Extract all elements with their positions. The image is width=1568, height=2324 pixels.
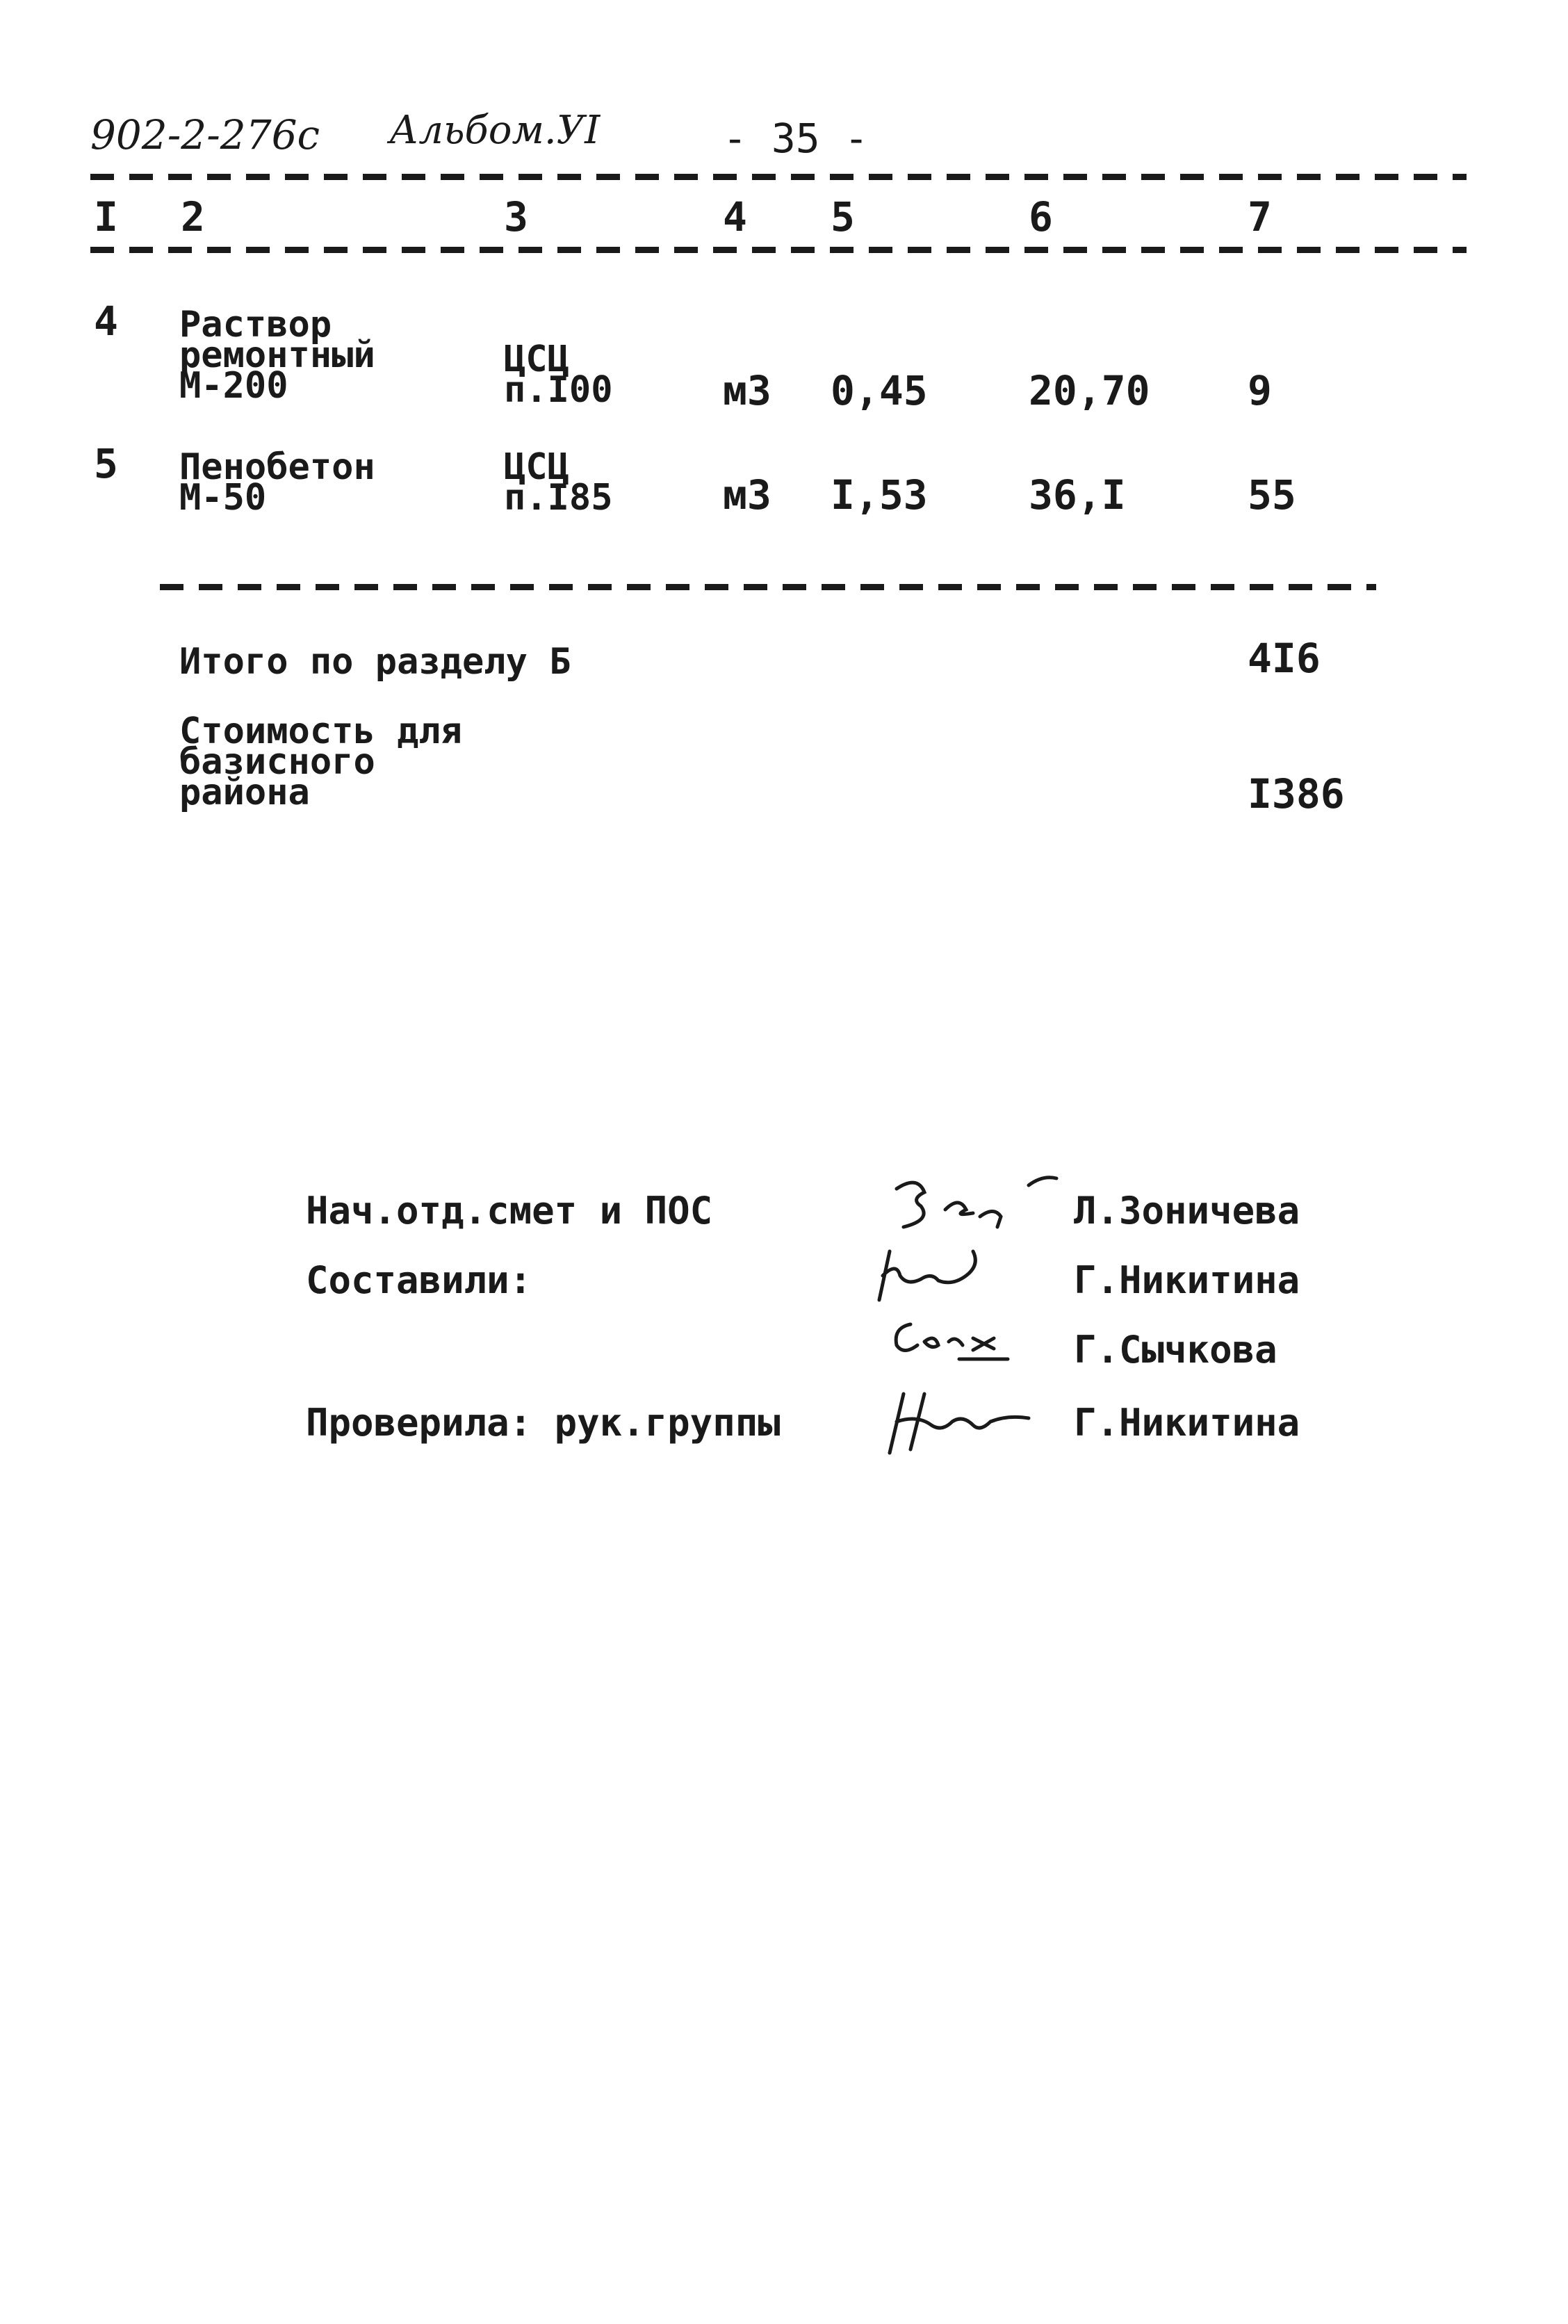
handwritten-signature-1 <box>883 1168 1070 1237</box>
handwritten-signature-2 <box>869 1237 1022 1307</box>
row-4-price: 20,70 <box>1029 367 1150 414</box>
signature-name-head: Л.Зоничева <box>1074 1189 1300 1233</box>
row-5-number: 5 <box>94 440 118 487</box>
column-header-6: 6 <box>1029 193 1053 241</box>
row-5-total: 55 <box>1248 471 1296 519</box>
handwritten-signature-4 <box>876 1383 1050 1460</box>
signature-role-compiled: Составили: <box>306 1258 532 1302</box>
column-header-1: I <box>94 193 118 241</box>
row-4-name: Раствор ремонтный М-200 <box>179 304 375 407</box>
row-5-reference: ЦСЦ п.I85 <box>504 446 613 519</box>
row-4-number: 4 <box>94 298 118 345</box>
section-total-value: 4I6 <box>1248 635 1321 682</box>
column-header-2: 2 <box>181 193 205 241</box>
row-4-total: 9 <box>1248 367 1272 414</box>
row-5-name: Пенобетон М-50 <box>179 446 375 519</box>
base-cost-label: Стоимость для базисного района <box>179 710 462 813</box>
document-code: 902-2-276с <box>90 111 320 159</box>
signature-name-compiled-2: Г.Сычкова <box>1074 1328 1277 1372</box>
column-header-4: 4 <box>723 193 747 241</box>
base-cost-value: I386 <box>1248 770 1345 818</box>
album-label: Альбом.УI <box>389 108 601 153</box>
section-total-label: Итого по разделу Б <box>179 641 571 683</box>
column-header-5: 5 <box>831 193 855 241</box>
row-5-unit: м3 <box>723 471 771 519</box>
signature-role-checked: Проверила: рук.группы <box>306 1401 781 1445</box>
header-rule-top <box>90 174 1467 180</box>
table-end-rule <box>160 584 1376 590</box>
header-rule-bottom <box>90 247 1467 253</box>
row-4-quantity: 0,45 <box>831 367 928 414</box>
row-4-unit: м3 <box>723 367 771 414</box>
column-header-7: 7 <box>1248 193 1272 241</box>
signature-name-compiled-1: Г.Никитина <box>1074 1258 1300 1302</box>
row-5-price: 36,I <box>1029 471 1126 519</box>
column-header-3: 3 <box>504 193 528 241</box>
signature-role-head: Нач.отд.смет и ПОС <box>306 1189 713 1233</box>
handwritten-signature-3 <box>883 1307 1022 1370</box>
signature-name-checked: Г.Никитина <box>1074 1401 1300 1445</box>
page-number: - 35 - <box>723 115 869 162</box>
row-5-quantity: I,53 <box>831 471 928 519</box>
row-4-reference: ЦСЦ п.I00 <box>504 339 613 411</box>
